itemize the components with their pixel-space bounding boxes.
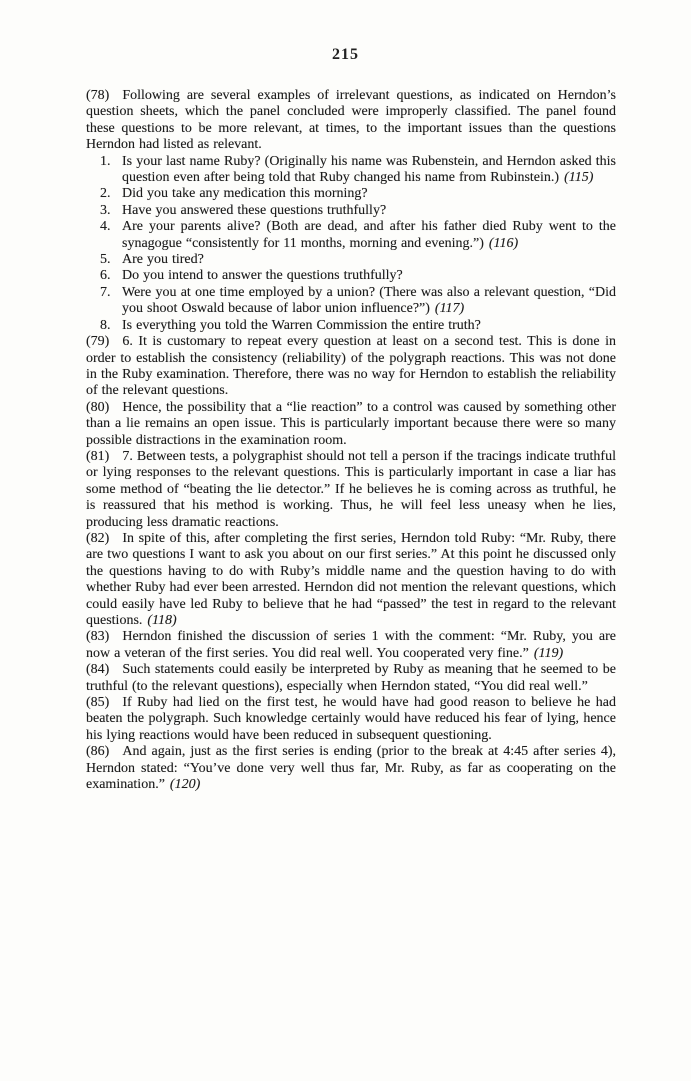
paragraph-82 [86, 531, 616, 629]
question-item [86, 268, 616, 284]
paragraph-number: (79) [86, 334, 110, 350]
question-item [86, 318, 616, 334]
question-number: 8. [100, 317, 111, 333]
paragraph-80 [86, 400, 616, 449]
question-number: 1. [100, 153, 111, 169]
question-text [122, 203, 616, 219]
paragraph-85 [86, 695, 616, 744]
question-text-body: Is your last name Ruby? (Originally his name was Rubenstein, and Herndon asked this question even after being told that Ruby changed his name from Rubinstein.) [122, 153, 616, 186]
question-number: 7. [100, 284, 111, 300]
paragraph-text: 7. Between tests, a polygraphist should not tell a person if the tracings indicate truthful or lying responses to the relevant questions. This is particularly important in case a liar has some method of “beating the lie detector.” If he believes he is coming across as truthful, he is reassured that his method is working. Thus, he will feel less uneasy when he lies, producing less dramatic reactions. [86, 448, 616, 530]
question-item [86, 186, 616, 202]
paragraph-number: (83) [86, 629, 110, 645]
question-item [86, 252, 616, 268]
paragraph-text: Following are several examples of irrelevant questions, as indicated on Herndon’s question sheets, which the panel concluded were improperly classified. The panel found these questions to be more relevant, at times, to the important issues than the questions Herndon had listed as relevant. [86, 88, 616, 153]
paragraph-text: And again, just as the first series is ending (prior to the break at 4:45 after series 4), Herndon stated: “You’ve done very well thus far, Mr. Ruby, as far as cooperating on the examination.” [86, 744, 616, 793]
paragraph-number: (82) [86, 530, 110, 546]
question-text-body: Have you answered these questions truthfully? [122, 202, 387, 218]
question-item [86, 154, 616, 187]
question-text-body: Were you at one time employed by a union? (There was also a relevant question, “Did you shoot Oswald because of labor union influence?”) [122, 284, 616, 317]
question-item [86, 285, 616, 318]
question-text-body: Do you intend to answer the questions truthfully? [122, 268, 403, 284]
question-text [122, 268, 616, 284]
question-number: 3. [100, 202, 111, 218]
question-item [86, 219, 616, 252]
question-text-body: Are you tired? [122, 252, 204, 268]
paragraph-78 [86, 88, 616, 154]
paragraph-81 [86, 449, 616, 531]
paragraph-text: 6. It is customary to repeat every question at least on a second test. This is done in order to establish the consistency (reliability) of the polygraph reactions. This was not done in the Ruby examination. Therefore, there was no way for Herndon to establish the reliability of the relevant questions. [86, 334, 616, 399]
question-text [122, 154, 616, 187]
page-number: 215 [332, 46, 359, 63]
paragraph-text: If Ruby had lied on the first test, he would have had good reason to believe he had beaten the polygraph. Such knowledge certainly would have reduced his fear of lying, hence his lying reactions would have been reduced in subsequent questioning. [86, 695, 616, 743]
paragraph-86 [86, 744, 616, 793]
paragraph-text: In spite of this, after completing the first series, Herndon told Ruby: “Mr. Ruby, there are two questions I want to ask you about on our first series.” At this point he discussed only the questions having to do with Ruby’s middle name and the question having to do with whether Ruby had ever been arrested. Herndon did not mention the relevant questions, which could easily have led Ruby to believe that he had “passed” the test in regard to the relevant questions. [86, 530, 616, 628]
paragraph-number: (84) [86, 662, 110, 678]
paragraph-number: (86) [86, 744, 110, 760]
question-number: 4. [100, 219, 111, 235]
question-list [86, 154, 616, 334]
citation-ref: (120) [169, 777, 201, 793]
question-text-body: Did you take any medication this morning? [122, 186, 368, 202]
question-text-body: Are your parents alive? (Both are dead, and after his father died Ruby went to the synagogue “consistently for 11 months, morning and evening.”) [122, 219, 616, 251]
paragraph-text: Herndon finished the discussion of series 1 with the comment: “Mr. Ruby, you are now a veteran of the first series. You did real well. You cooperated very fine.” [86, 629, 616, 661]
citation-ref: (119) [533, 645, 564, 661]
paragraph-79 [86, 334, 616, 400]
citation-ref: (115) [564, 170, 594, 186]
question-item [86, 203, 616, 219]
question-text [122, 285, 616, 318]
page-body [86, 88, 616, 793]
citation-ref: (116) [488, 235, 519, 251]
question-text [122, 318, 616, 334]
paragraph-text: Hence, the possibility that a “lie reaction” to a control was caused by something other than a lie remains an open issue. This is particularly important because there were so many possible distractions in the examination room. [86, 399, 616, 448]
paragraph-number: (78) [86, 88, 110, 103]
question-text [122, 219, 616, 252]
question-number: 5. [100, 252, 111, 268]
paragraph-number: (85) [86, 695, 110, 711]
paragraph-number: (80) [86, 399, 110, 415]
question-text [122, 252, 616, 268]
citation-ref: (117) [434, 301, 465, 317]
paragraph-83 [86, 629, 616, 662]
paragraph-84 [86, 662, 616, 695]
citation-ref: (118) [147, 613, 177, 628]
paragraph-number: (81) [86, 448, 110, 464]
question-number: 6. [100, 268, 111, 284]
question-text [122, 186, 616, 202]
question-number: 2. [100, 186, 111, 202]
paragraph-text: Such statements could easily be interpreted by Ruby as meaning that he seemed to be truthful (to the relevant questions), especially when Herndon stated, “You did real well.” [86, 662, 616, 694]
question-text-body: Is everything you told the Warren Commission the entire truth? [122, 317, 481, 333]
